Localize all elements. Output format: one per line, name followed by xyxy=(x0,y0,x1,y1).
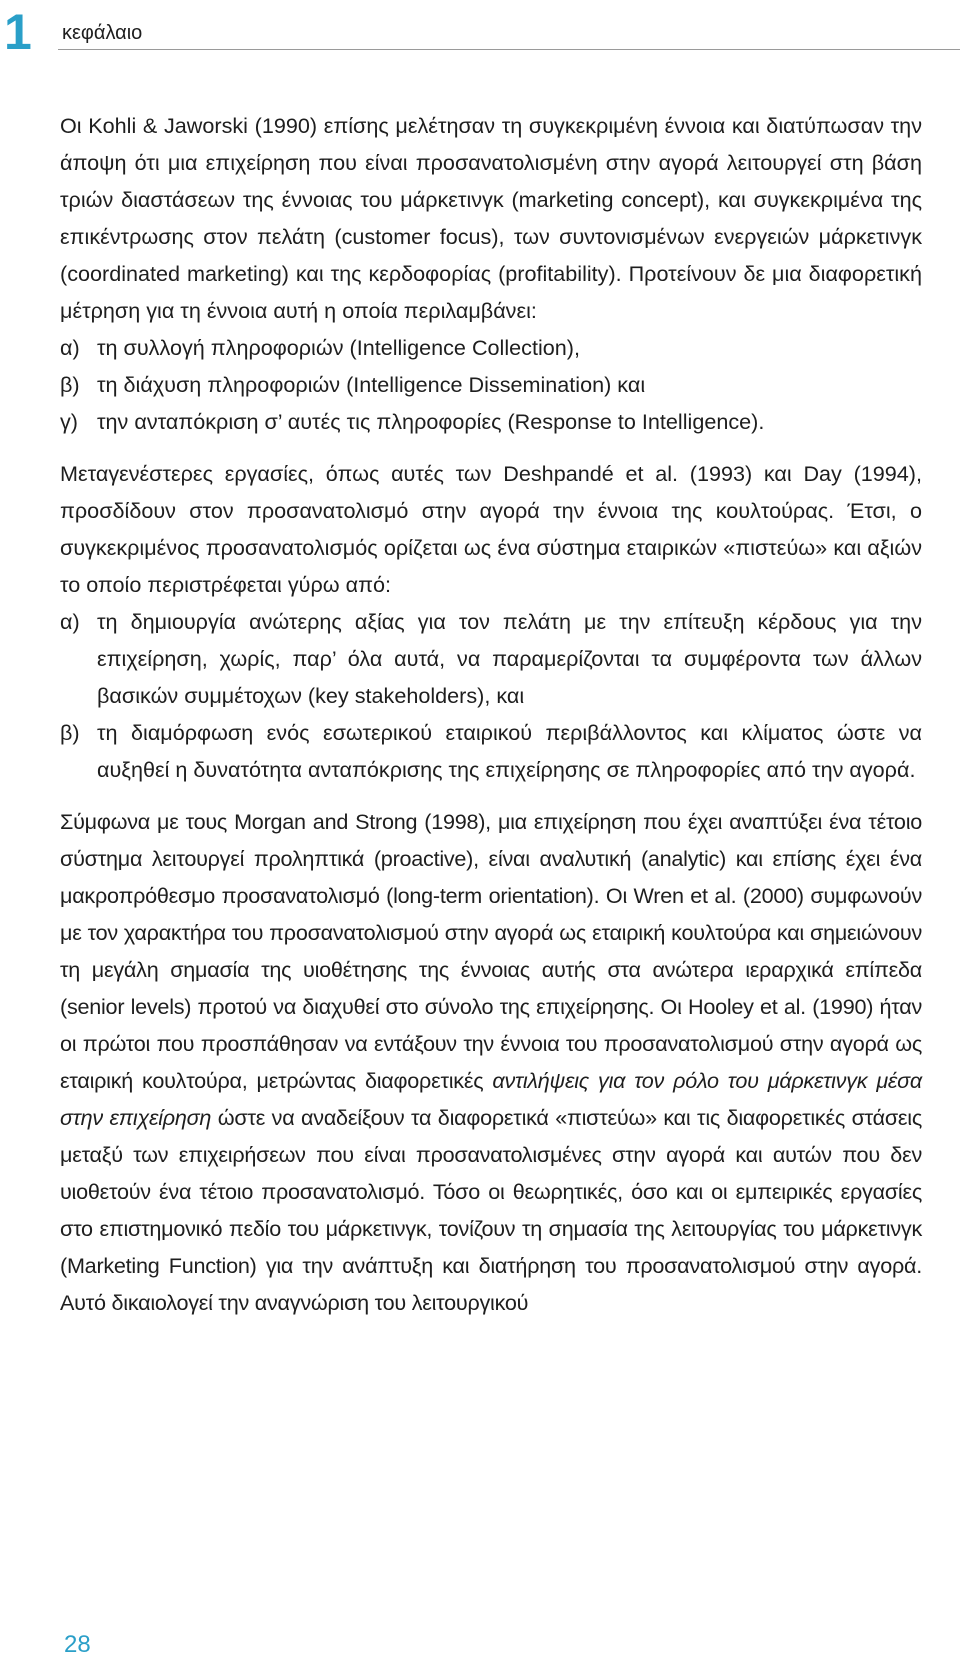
list-item-text: τη συλλογή πληροφοριών (Intelligence Collection), xyxy=(97,335,580,360)
paragraph-2-intro: Μεταγενέστερες εργασίες, όπως αυτές των Deshpandé et al. (1993) και Day (1994), προσδίδουν στον προσανατολισμό στην αγορά την έννοια της κουλτούρας. Έτσι, ο συγκεκριμένος προσανατολισμός ορίζεται ως ένα σύστημα εταιρικών «πιστεύω» και αξιών το οποίο περιστρέφεται γύρω από: xyxy=(60,461,922,597)
list-marker: α) xyxy=(60,609,80,634)
chapter-number: 1 xyxy=(4,4,32,60)
paragraph-3 xyxy=(60,803,922,1321)
list-marker: β) xyxy=(60,372,80,397)
list-item-a xyxy=(60,603,922,714)
paragraph-1 xyxy=(60,107,922,440)
paragraph-3-text-end: ώστε να αναδείξουν τα διαφορετικά «πιστεύω» και τις διαφορετικές στάσεις μεταξύ των επιχειρήσεων που είναι προσανατολισμένες στην αγορά και αυτών που δεν υιοθετούν ένα τέτοιο προσανατολισμό. Τόσο οι θεωρητικές, όσο και οι εμπειρικές εργασίες στο επιστημονικό πεδίο του μάρκετινγκ, τονίζουν τη σημασία της λειτουργίας του μάρκετινγκ (Marketing Function) για την ανάπτυξη και διατήρηση του προσανατολισμού στην αγορά. Αυτό δικαιολογεί την αναγνώριση του λειτουργικού xyxy=(60,1105,923,1315)
list-item-text: τη διαμόρφωση ενός εσωτερικού εταιρικού περιβάλλοντος και κλίματος ώστε να αυξηθεί η δυνατότητα ανταπόκρισης της επιχείρησης σε πληροφορίες από την αγορά. xyxy=(97,720,922,782)
paragraph-2 xyxy=(60,455,922,788)
header-divider xyxy=(58,49,960,50)
list-marker: α) xyxy=(60,335,80,360)
list-marker: β) xyxy=(60,720,80,745)
list-item-b xyxy=(60,714,922,788)
page-number: 28 xyxy=(64,1631,91,1658)
list-item-a xyxy=(60,329,922,366)
chapter-label: κεφάλαιο xyxy=(62,22,143,44)
paragraph-3-text-start: Σύμφωνα με τους Morgan and Strong (1998), μια επιχείρηση που έχει αναπτύξει ένα τέτοιο σύστημα λειτουργεί προληπτικά (proactive), είναι αναλυτική (analytic) και επίσης έχει ένα μακροπρόθεσμο προσανατολισμό (long-term orientation). Οι Wren et al. (2000) συμφωνούν με τον χαρακτήρα του προσανατολισμού στην αγορά ως εταιρική κουλτούρα και σημειώνουν τη μεγάλη σημασία της υιοθέτησης της έννοιας αυτής στα ανώτερα ιεραρχικά επίπεδα (senior levels) προτού να διαχυθεί στο σύνολο της επιχείρησης. Οι Hooley et al. (1990) ήταν οι πρώτοι που προσπάθησαν να εντάξουν την έννοια του προσανατολισμού στην αγορά ως εταιρική κουλτούρα, μετρώντας διαφορετικές xyxy=(60,809,922,1093)
list-item-b xyxy=(60,366,922,403)
list-marker: γ) xyxy=(60,409,78,434)
list-item-text: τη δημιουργία ανώτερης αξίας για τον πελάτη με την επίτευξη κέρδους για την επιχείρηση, χωρίς, παρ’ όλα αυτά, να παραμερίζονται τα συμφέροντα των άλλων βασικών συμμέτοχων (key stakeholders), και xyxy=(97,609,922,708)
paragraph-1-intro: Οι Kohli & Jaworski (1990) επίσης μελέτησαν τη συγκεκριμένη έννοια και διατύπωσαν την άποψη ότι μια επιχείρηση που είναι προσανατολισμένη στην αγορά λειτουργεί στη βάση τριών διαστάσεων της έννοιας του μάρκετινγκ (marketing concept), και συγκεκριμένα της επικέντρωσης στον πελάτη (customer focus), των συντονισμένων ενεργειών μάρκετινγκ (coordinated marketing) και της κερδοφορίας (profitability). Προτείνουν δε μια διαφορετική μέτρηση για τη έννοια αυτή η οποία περιλαμβάνει: xyxy=(60,113,922,323)
paragraph-3-italic-phrase: αντιλήψεις για τον ρόλο του μάρκετινγκ μέσα στην επιχείρηση xyxy=(60,1068,922,1130)
list-item-text: την ανταπόκριση σ’ αυτές τις πληροφορίες (Response to Intelligence). xyxy=(97,409,765,434)
page-body xyxy=(60,107,922,1321)
list-item-c xyxy=(60,403,922,440)
list-item-text: τη διάχυση πληροφοριών (Intelligence Dissemination) και xyxy=(97,372,646,397)
